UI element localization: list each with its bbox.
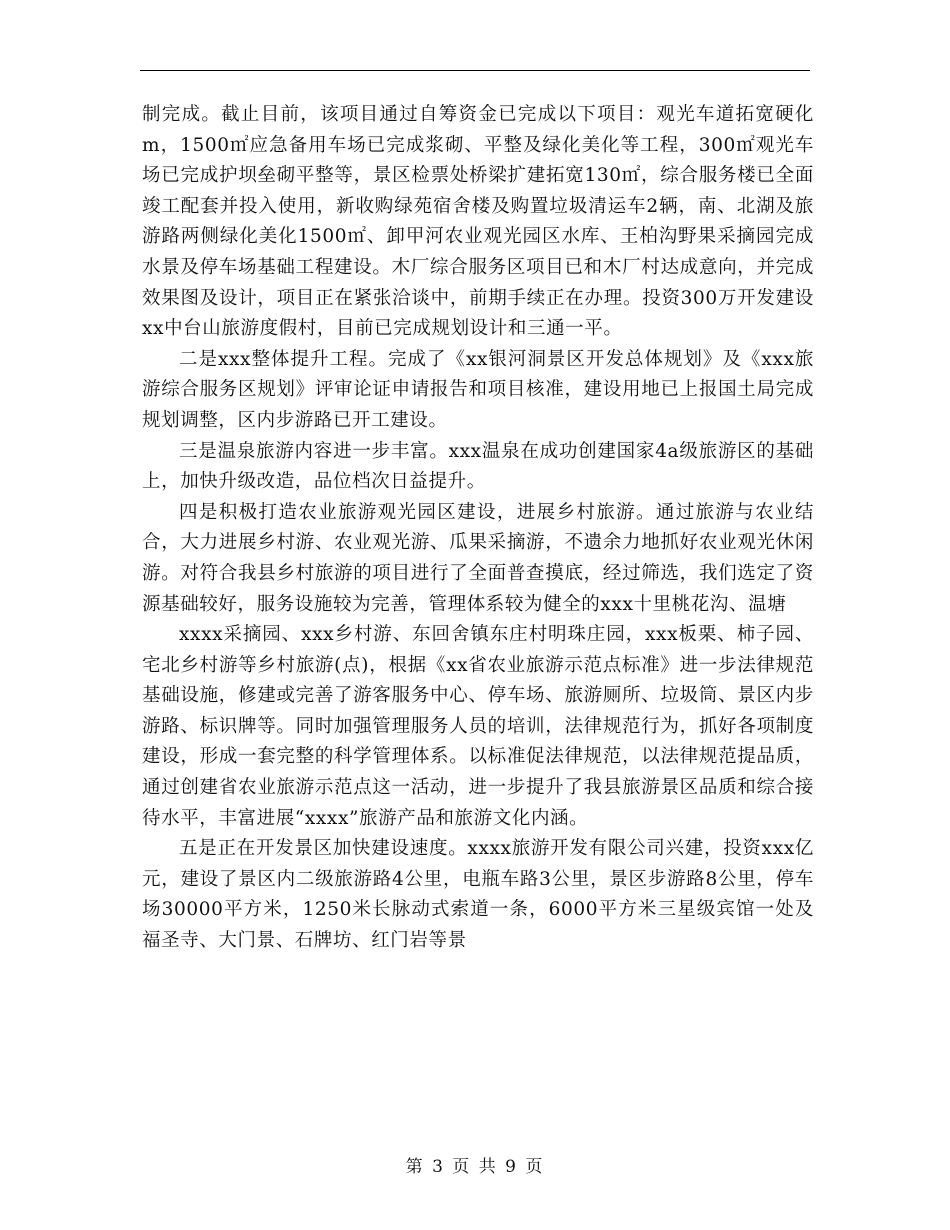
paragraph-2: 二是xxx整体提升工程。完成了《xx银河洞景区开发总体规划》及《xxx旅游综合服务区规划》评审论证申请报告和项目核准，建设用地已上报国土局完成规划调整，区内步游路已开工建设。 [142,348,814,431]
paragraph-5: xxxx采摘园、xxx乡村游、东回舍镇东庄村明珠庄园，xxx板栗、柿子园、宅北乡村游等乡村旅游(点)，根据《xx省农业旅游示范点标准》进一步法律规范基础设施，修建或完善了游客服务中心、停车场、旅游厕所、垃圾筒、景区内步游路、标识牌等。同时加强管理服务人员的培训，法律规范行为，抓好各项制度建设，形成一套完整的科学管理体系。以标准促法律规范，以法律规范提品质，通过创建省农业旅游示范点这一活动，进一步提升了我县旅游景区品质和综合接待水平，丰富进展“xxxx”旅游产品和旅游文化内涵。 [142,624,814,829]
page-number-footer: 第 3 页 共 9 页 [405,1157,545,1177]
header-rule [140,70,810,71]
paragraph-1: 制完成。截止目前，该项目通过自筹资金已完成以下项目：观光车道拓宽硬化m，1500㎡应急备用车场已完成浆砌、平整及绿化美化等工程，300㎡观光车场已完成护坝垒砌平整等，景区检票处桥梁扩建拓宽130㎡，综合服务楼已全面竣工配套并投入使用，新收购绿苑宿舍楼及购置垃圾清运车2辆，南、北湖及旅游路两侧绿化美化1500㎡、卸甲河农业观光园区水库、王柏沟野果采摘园完成水景及停车场基础工程建设。木厂综合服务区项目已和木厂村达成意向，并完成效果图及设计，项目正在紧张洽谈中，前期手续正在办理。投资300万开发建设xx中台山旅游度假村，目前已完成规划设计和三通一平。 [142,104,814,340]
paragraph-3: 三是温泉旅游内容进一步丰富。xxx温泉在成功创建国家4a级旅游区的基础上，加快升级改造，品位档次日益提升。 [142,440,814,493]
paragraph-4: 四是积极打造农业旅游观光园区建设，进展乡村旅游。通过旅游与农业结合，大力进展乡村游、农业观光游、瓜果采摘游，不遗余力地抓好农业观光休闲游。对符合我县乡村旅游的项目进行了全面普查摸底，经过筛选，我们选定了资源基础较好，服务设施较为完善，管理体系较为健全的xxx十里桃花沟、温塘 [142,501,814,615]
paragraph-6: 五是正在开发景区加快建设速度。xxxx旅游开发有限公司兴建，投资xxx亿元，建设了景区内二级旅游路4公里，电瓶车路3公里，景区步游路8公里，停车场30000平方米，1250米长脉动式索道一条，6000平方米三星级宾馆一处及福圣寺、大门景、石牌坊、红门岩等景 [142,838,814,952]
body-text [142,100,814,957]
